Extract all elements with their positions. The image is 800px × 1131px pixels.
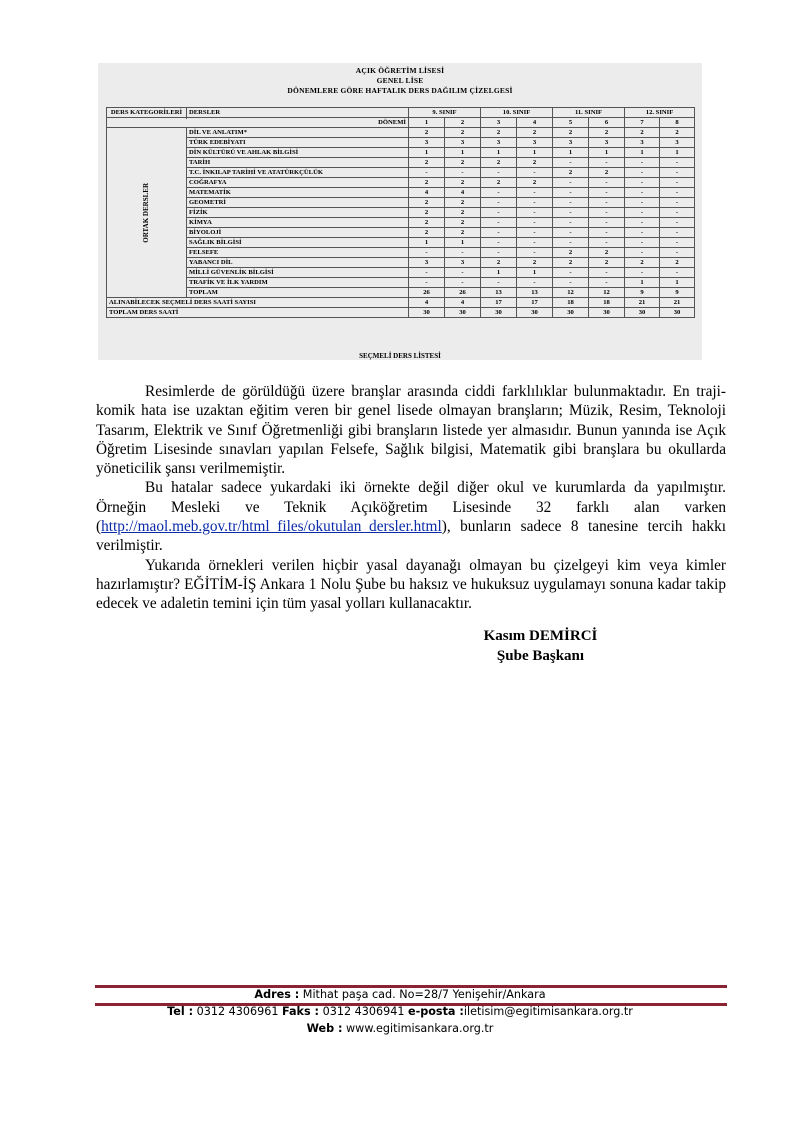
table-row (107, 208, 695, 218)
hours-cell: 30 (625, 308, 660, 318)
tel-number: 0312 4306961 (193, 1005, 283, 1018)
hours-cell: 2 (553, 258, 589, 268)
hours-cell: - (409, 278, 445, 288)
hours-cell: - (553, 208, 589, 218)
hours-cell: 2 (625, 258, 660, 268)
table-row (107, 148, 695, 158)
hours-cell: 2 (517, 128, 553, 138)
term-cell: 4 (517, 118, 553, 128)
table-row (107, 128, 695, 138)
hours-cell: - (589, 158, 625, 168)
hours-cell: - (660, 178, 695, 188)
hours-cell: 26 (409, 288, 445, 298)
course-name-cell: TOPLAM (187, 288, 409, 298)
hours-cell: 1 (589, 148, 625, 158)
hours-cell: 18 (553, 298, 589, 308)
hours-cell: - (625, 198, 660, 208)
hours-cell: 17 (517, 298, 553, 308)
course-name-cell: TÜRK EDEBİYATI (187, 138, 409, 148)
hours-cell: - (517, 198, 553, 208)
hours-cell: - (553, 238, 589, 248)
hours-cell: - (660, 248, 695, 258)
hours-cell: 1 (445, 148, 481, 158)
hours-cell: 2 (481, 178, 517, 188)
table-row (107, 258, 695, 268)
course-name-cell: TARİH (187, 158, 409, 168)
tel-label: Tel : (167, 1005, 194, 1018)
hours-cell: - (625, 248, 660, 258)
hours-cell: 2 (517, 158, 553, 168)
hours-cell: - (445, 278, 481, 288)
hours-cell: 3 (589, 138, 625, 148)
hours-cell: 2 (445, 208, 481, 218)
hours-cell: - (481, 248, 517, 258)
term-cell: 3 (481, 118, 517, 128)
hours-cell: - (517, 228, 553, 238)
hours-cell: 2 (660, 128, 695, 138)
hours-cell: - (553, 278, 589, 288)
hours-cell: 2 (409, 228, 445, 238)
paragraph-2 (96, 478, 726, 555)
total-hours-row (107, 308, 695, 318)
hours-cell: - (517, 278, 553, 288)
hours-cell: - (589, 178, 625, 188)
hours-cell: 3 (445, 258, 481, 268)
course-hours-table (106, 107, 695, 318)
grade-header: 11. SINIF (553, 108, 625, 118)
hours-cell: 1 (409, 148, 445, 158)
table-heading-type: GENEL LİSE (376, 76, 424, 85)
hours-cell: - (409, 268, 445, 278)
hours-cell: 2 (409, 158, 445, 168)
category-header: DERS KATEGORİLERİ (107, 108, 187, 118)
table-row (107, 178, 695, 188)
hours-cell: 17 (481, 298, 517, 308)
table-row (107, 198, 695, 208)
hours-cell: - (445, 268, 481, 278)
hours-cell: 21 (625, 298, 660, 308)
course-name-cell: DİN KÜLTÜRÜ VE AHLAK BİLGİSİ (187, 148, 409, 158)
table-row (107, 278, 695, 288)
hours-cell: - (553, 198, 589, 208)
hours-cell: - (553, 158, 589, 168)
grade-header: 12. SINIF (625, 108, 695, 118)
fax-label: Faks : (282, 1005, 320, 1018)
table-row (107, 188, 695, 198)
hours-cell: 2 (445, 198, 481, 208)
grade-header: 9. SINIF (409, 108, 481, 118)
hours-cell: 2 (445, 228, 481, 238)
hours-cell: 3 (625, 138, 660, 148)
hours-cell: 3 (660, 138, 695, 148)
hours-cell: 1 (625, 278, 660, 288)
hours-cell: 2 (517, 178, 553, 188)
hours-cell: 2 (409, 198, 445, 208)
course-name-cell: T.C. İNKILAP TARİHİ VE ATATÜRKÇÜLÜK (187, 168, 409, 178)
hours-cell: 21 (660, 298, 695, 308)
course-distribution-table-image (98, 63, 702, 360)
hours-cell: - (481, 208, 517, 218)
hours-cell: 2 (409, 128, 445, 138)
course-name-cell: MATEMATİK (187, 188, 409, 198)
course-name-cell: SAĞLIK BİLGİSİ (187, 238, 409, 248)
hours-cell: 13 (481, 288, 517, 298)
hours-cell: 1 (625, 148, 660, 158)
paragraph-3: Yukarıda örnekleri verilen hiçbir yasal dayanağı olmayan bu çizelgeyi kim veya kimler hazırlamıştır? EĞİTİM-İŞ Ankara 1 Nolu Şube bu haksız ve hukuksuz uygulamayı sonuna kadar takip edecek ve adaletin temini için tüm yasal yolları kullanacaktır. (96, 556, 726, 613)
hours-cell: - (553, 268, 589, 278)
hours-cell: - (481, 198, 517, 208)
hours-cell: - (517, 248, 553, 258)
hours-cell: 1 (517, 148, 553, 158)
table-heading-school: AÇIK ÖĞRETİM LİSESİ (355, 66, 445, 75)
course-name-cell: COĞRAFYA (187, 178, 409, 188)
hours-cell: 4 (445, 188, 481, 198)
hours-cell: 2 (409, 178, 445, 188)
course-name-cell: MİLLİ GÜVENLİK BİLGİSİ (187, 268, 409, 278)
hours-cell: - (409, 168, 445, 178)
courses-header: DERSLER (187, 108, 409, 118)
hours-cell: 1 (553, 148, 589, 158)
hours-cell: - (625, 178, 660, 188)
hours-cell: - (481, 218, 517, 228)
hours-cell: - (660, 268, 695, 278)
hours-cell: 9 (660, 288, 695, 298)
term-cell: 7 (625, 118, 660, 128)
hours-cell: - (660, 198, 695, 208)
hours-cell: - (517, 238, 553, 248)
hours-cell: - (589, 228, 625, 238)
hours-cell: 18 (589, 298, 625, 308)
hours-cell: 30 (517, 308, 553, 318)
hours-cell: 2 (589, 258, 625, 268)
hours-cell: 2 (589, 168, 625, 178)
hours-cell: - (660, 158, 695, 168)
term-cell: 5 (553, 118, 589, 128)
cut-off-caption: SEÇMELİ DERS LİSTESİ (359, 352, 441, 360)
hours-cell: 26 (445, 288, 481, 298)
hours-cell: - (553, 188, 589, 198)
hours-cell: 2 (625, 128, 660, 138)
web-address[interactable]: www.egitimisankara.org.tr (342, 1022, 494, 1035)
hours-cell: - (589, 268, 625, 278)
hours-cell: 1 (481, 268, 517, 278)
hours-cell: 2 (445, 128, 481, 138)
hours-cell: 1 (409, 238, 445, 248)
hours-cell: 9 (625, 288, 660, 298)
hours-cell: 3 (445, 138, 481, 148)
footer-contact (0, 1004, 800, 1020)
hours-cell: - (660, 168, 695, 178)
email-address[interactable]: iletisim@egitimisankara.org.tr (463, 1005, 633, 1018)
hours-cell: - (481, 168, 517, 178)
hours-cell: 2 (481, 158, 517, 168)
hours-cell: - (589, 238, 625, 248)
course-name-cell: BİYOLOJİ (187, 228, 409, 238)
course-name-cell: YABANCI DİL (187, 258, 409, 268)
table-row (107, 238, 695, 248)
hours-cell: - (553, 218, 589, 228)
hours-cell: 2 (409, 218, 445, 228)
hours-cell: 4 (409, 298, 445, 308)
hours-cell: - (445, 248, 481, 258)
hours-cell: 4 (445, 298, 481, 308)
hours-cell: - (625, 228, 660, 238)
fax-number: 0312 4306941 (319, 1005, 408, 1018)
hours-cell: - (625, 188, 660, 198)
hours-cell: 1 (481, 148, 517, 158)
hours-cell: 30 (660, 308, 695, 318)
hours-cell: - (625, 218, 660, 228)
hours-cell: 3 (517, 138, 553, 148)
elective-hours-row (107, 298, 695, 308)
hours-cell: - (481, 278, 517, 288)
hours-cell: 2 (660, 258, 695, 268)
hours-cell: - (660, 238, 695, 248)
address-label: Adres : (254, 988, 300, 1001)
hours-cell: - (625, 208, 660, 218)
hours-cell: 2 (409, 208, 445, 218)
signature-block (473, 626, 608, 666)
hours-cell: - (625, 158, 660, 168)
paragraph-2-text-b: ), bunların sadece 8 tanesine tercih hakkı verilmiştir. (96, 518, 726, 555)
summary-label-cell: ALINABİLECEK SEÇMELİ DERS SAATİ SAYISI (107, 298, 409, 308)
grade-header: 10. SINIF (481, 108, 553, 118)
term-cell: 1 (409, 118, 445, 128)
hours-cell: - (625, 238, 660, 248)
table-row (107, 228, 695, 238)
footer-web (0, 1021, 800, 1037)
term-cell: 6 (589, 118, 625, 128)
address-text: Mithat paşa cad. No=28/7 Yenişehir/Ankara (299, 988, 546, 1001)
table-row (107, 138, 695, 148)
hours-cell: 30 (589, 308, 625, 318)
hours-cell: 1 (445, 238, 481, 248)
course-name-cell: DİL VE ANLATIM* (187, 128, 409, 138)
hours-cell: 2 (553, 128, 589, 138)
hours-cell: - (660, 188, 695, 198)
table-row (107, 288, 695, 298)
hours-cell: 1 (517, 268, 553, 278)
hours-cell: 30 (445, 308, 481, 318)
okutulan-dersler-link[interactable]: http://maol.meb.gov.tr/html_files/okutulan_dersler.html (101, 518, 442, 536)
hours-cell: - (660, 228, 695, 238)
hours-cell: - (517, 168, 553, 178)
hours-cell: - (660, 218, 695, 228)
hours-cell: 30 (409, 308, 445, 318)
category-label: ORTAK DERSLER (141, 182, 150, 243)
paragraph-2-text-a: Bu hatalar sadece yukardaki iki örnekte değil diğer okul ve kurumlarda da yapılmıştır. Örneğin Mesleki ve Teknik Açıköğretim Lisesinde 32 farklı alan varken ( (96, 479, 726, 536)
hours-cell: 2 (445, 178, 481, 188)
hours-cell: - (409, 248, 445, 258)
hours-cell: 3 (409, 258, 445, 268)
course-name-cell: TRAFİK VE İLK YARDIM (187, 278, 409, 288)
footer-address (0, 987, 800, 1003)
table-row (107, 158, 695, 168)
category-cell (107, 128, 187, 298)
hours-cell: - (481, 238, 517, 248)
course-name-cell: FELSEFE (187, 248, 409, 258)
course-name-cell: FİZİK (187, 208, 409, 218)
hours-cell: - (481, 228, 517, 238)
hours-cell: - (589, 198, 625, 208)
hours-cell: 2 (553, 248, 589, 258)
table-row (107, 268, 695, 278)
hours-cell: 3 (553, 138, 589, 148)
hours-cell: 13 (517, 288, 553, 298)
hours-cell: 2 (481, 128, 517, 138)
hours-cell: - (553, 178, 589, 188)
hours-cell: 12 (589, 288, 625, 298)
hours-cell: 4 (409, 188, 445, 198)
hours-cell: 2 (517, 258, 553, 268)
signatory-title: Şube Başkanı (496, 648, 585, 664)
table-row (107, 218, 695, 228)
hours-cell: - (625, 268, 660, 278)
hours-cell: - (625, 168, 660, 178)
hours-cell: 2 (445, 218, 481, 228)
hours-cell: 30 (481, 308, 517, 318)
paragraph-1: Resimlerde de görüldüğü üzere branşlar arasında ciddi farklılıklar bulunmaktadır. En traji-komik hata ise uzaktan eğitim veren bir genel lisede olmayan branşların; Müzik, Resim, Teknoloji Tasarım, Elektrik ve Sınıf Öğretmenliği gibi branşların listede yer almasıdır. Bunun yanında ise Açık Öğretim Lisesinde sınavları yapılan Felsefe, Sağlık bilgisi, Matematik gibi branşlara bu okullarda yöneticilik şansı verilmemiştir. (96, 383, 726, 478)
hours-cell: 2 (445, 158, 481, 168)
hours-cell: - (589, 218, 625, 228)
hours-cell: - (589, 278, 625, 288)
hours-cell: 2 (481, 258, 517, 268)
table-row (107, 248, 695, 258)
hours-cell: 2 (553, 168, 589, 178)
hours-cell: 3 (409, 138, 445, 148)
hours-cell: - (553, 228, 589, 238)
hours-cell: 3 (481, 138, 517, 148)
email-label: e-posta : (408, 1005, 464, 1018)
hours-cell: 1 (660, 278, 695, 288)
hours-cell: - (445, 168, 481, 178)
hours-cell: 1 (660, 148, 695, 158)
hours-cell: - (481, 188, 517, 198)
hours-cell: - (589, 208, 625, 218)
signatory-name: Kasım DEMİRCİ (483, 628, 598, 644)
term-label: DÖNEMİ (107, 118, 409, 128)
hours-cell: - (660, 208, 695, 218)
course-name-cell: KİMYA (187, 218, 409, 228)
web-label: Web : (306, 1022, 343, 1035)
hours-cell: - (589, 188, 625, 198)
hours-cell: - (517, 218, 553, 228)
hours-cell: - (517, 188, 553, 198)
article-body (96, 382, 726, 614)
table-heading-title: DÖNEMLERE GÖRE HAFTALIK DERS DAĞILIM ÇİZELGESİ (287, 86, 513, 95)
term-cell: 2 (445, 118, 481, 128)
hours-cell: 2 (589, 248, 625, 258)
table-row (107, 168, 695, 178)
hours-cell: - (517, 208, 553, 218)
summary-label-cell: TOPLAM DERS SAATİ (107, 308, 409, 318)
course-name-cell: GEOMETRİ (187, 198, 409, 208)
hours-cell: 30 (553, 308, 589, 318)
hours-cell: 12 (553, 288, 589, 298)
term-cell: 8 (660, 118, 695, 128)
table-heading (98, 66, 702, 96)
hours-cell: 2 (589, 128, 625, 138)
